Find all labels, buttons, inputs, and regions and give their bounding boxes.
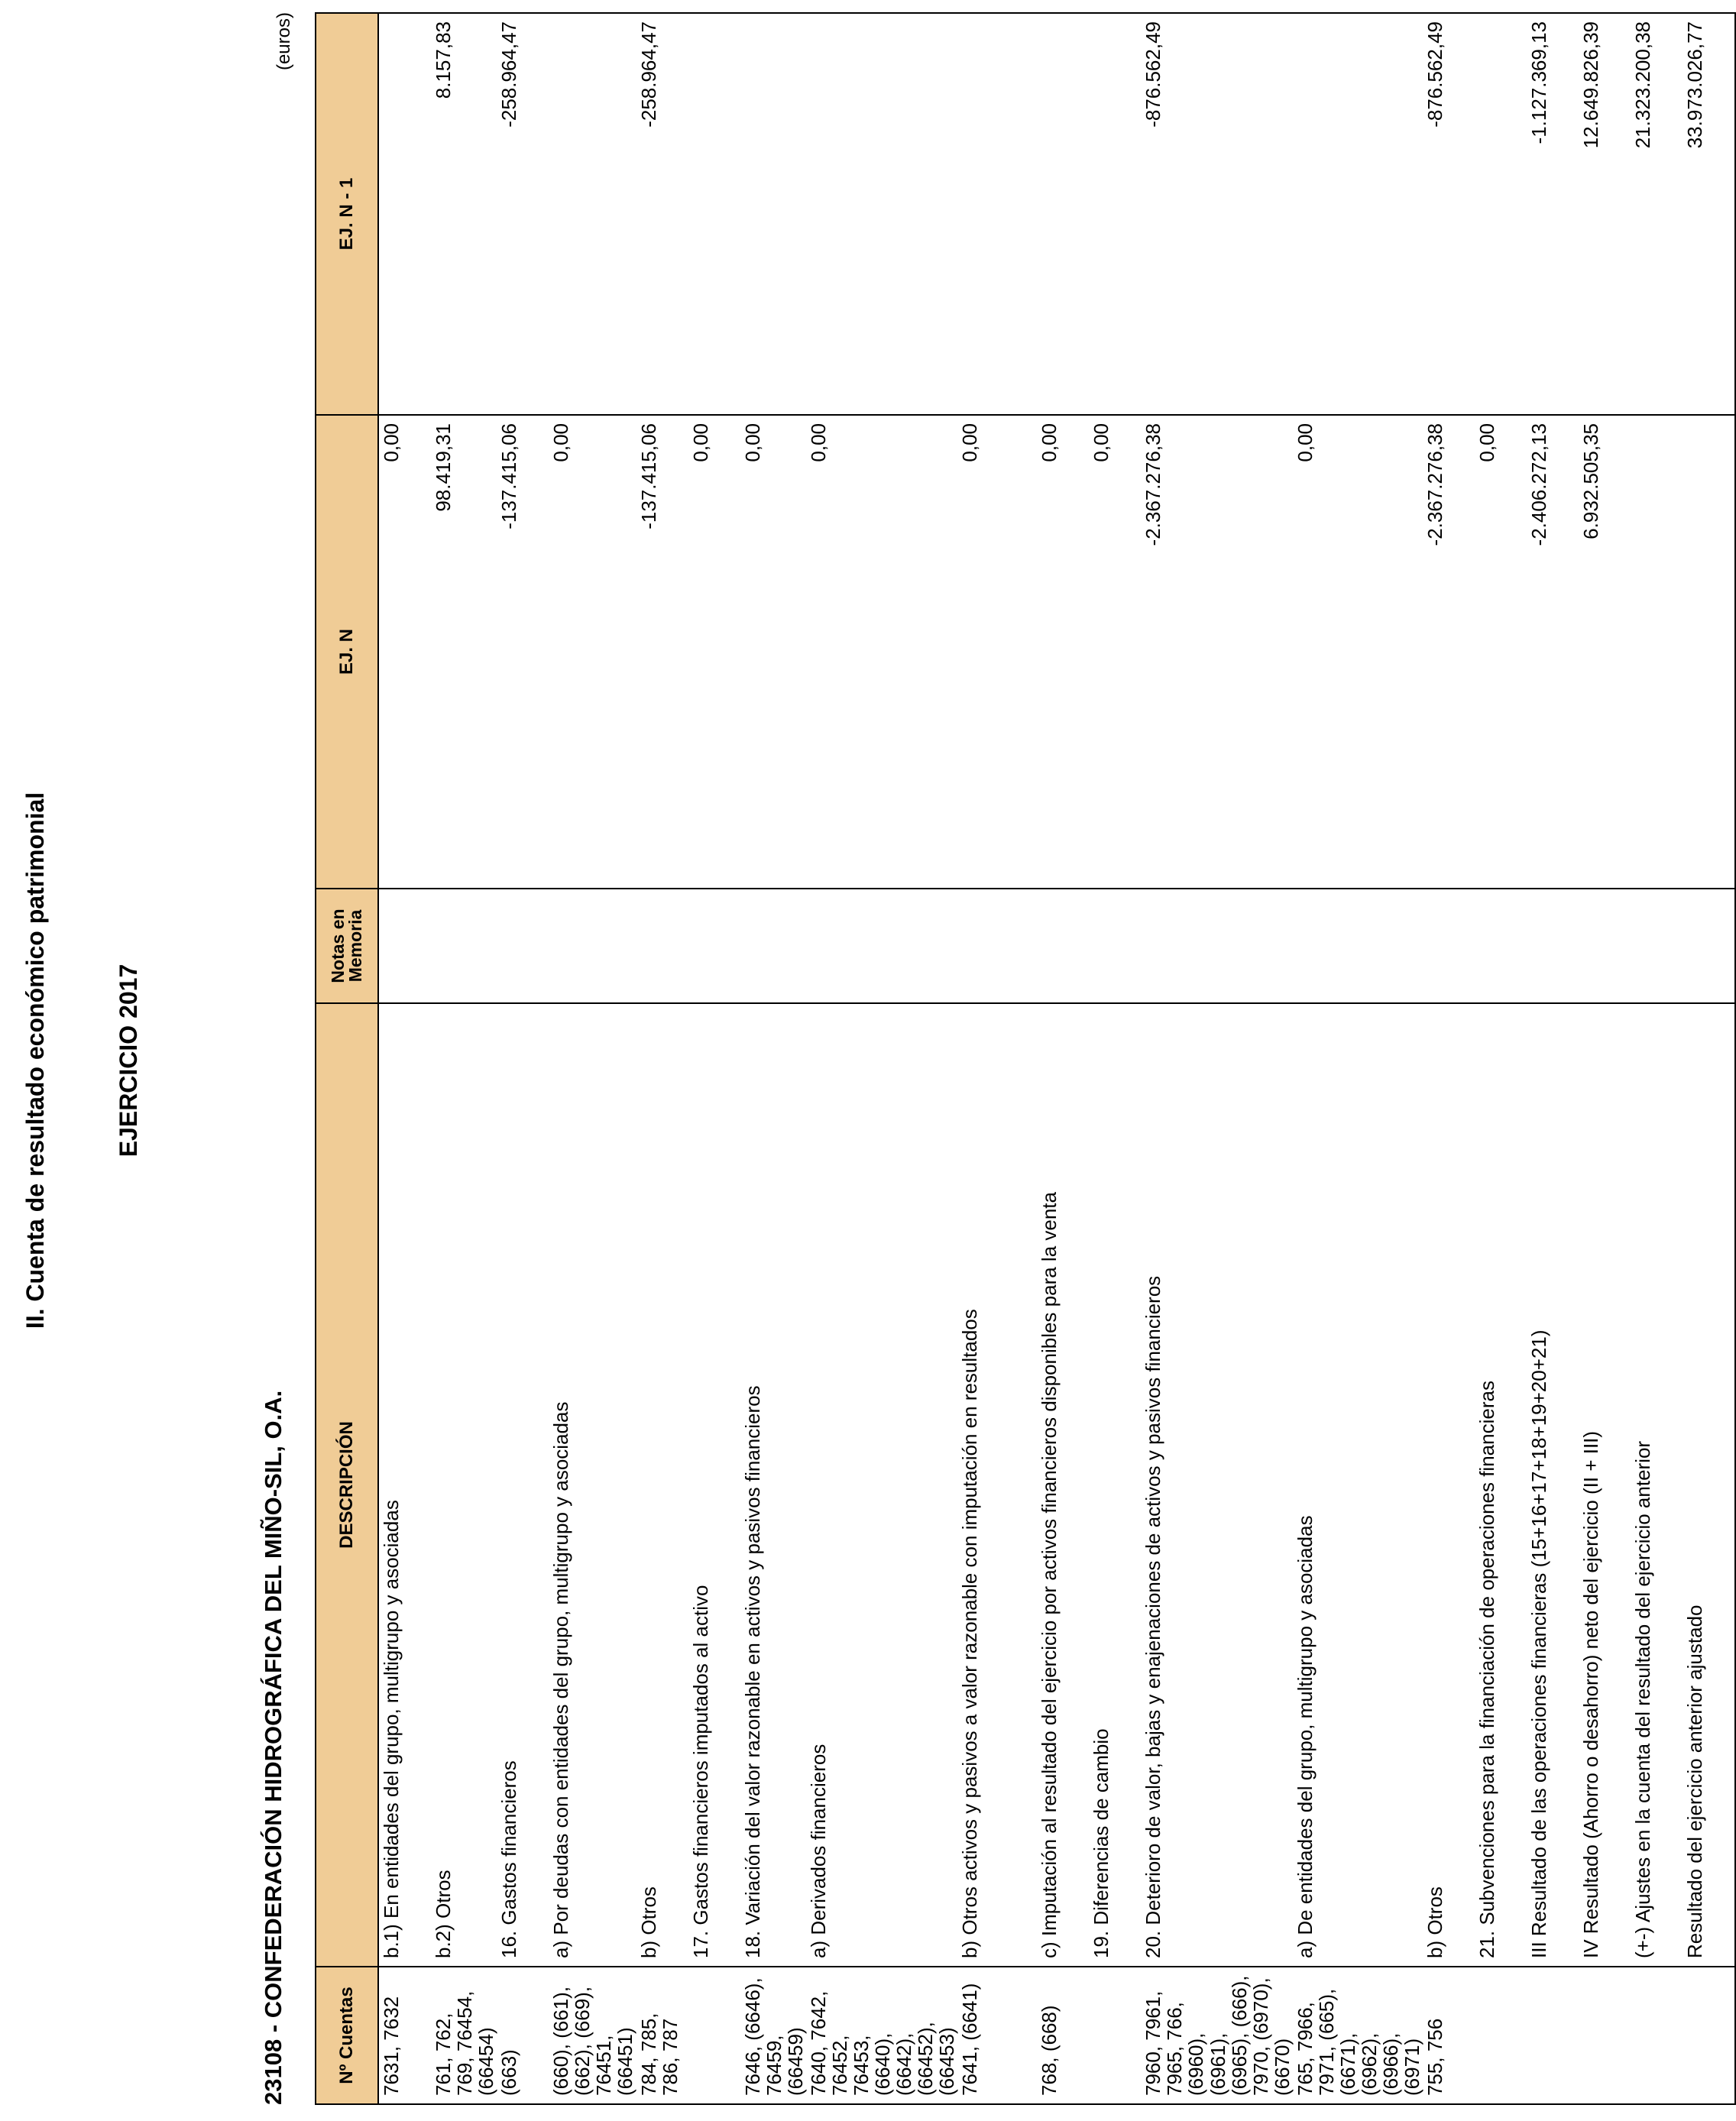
notas-cell [497,889,549,1003]
notas-cell [957,889,1037,1003]
ej-n-cell: -137.415,06 [636,415,688,889]
table-row [1683,13,1735,2104]
ej-n1-cell [378,13,431,415]
cuentas-cell [1089,1967,1141,2104]
ej-n1-cell: 21.323.200,38 [1631,13,1683,415]
ej-n1-cell [549,13,636,415]
ej-n-cell: -2.406.272,13 [1527,415,1579,889]
notas-cell [378,889,431,1003]
descripcion-cell: (+-) Ajustes en la cuenta del resultado del ejercicio anterior [1631,1003,1683,1967]
ej-n-cell [1683,415,1735,889]
table-row [1293,13,1423,2104]
table-row [740,13,806,2104]
cuentas-cell: 7646, (6646), 76459, (66459) [740,1967,806,2104]
table-row [1089,13,1141,2104]
ej-n1-cell [806,13,958,415]
cuentas-cell: 7640, 7642, 76452, 76453, (6640), (6642), (66452), (66453) [806,1967,958,2104]
table-row [957,13,1037,2104]
ej-n1-cell: -876.562,49 [1423,13,1475,415]
ej-n-cell: -137.415,06 [497,415,549,889]
cuentas-cell [688,1967,740,2104]
descripcion-cell: 16. Gastos financieros [497,1003,549,1967]
ej-n1-cell: -258.964,47 [497,13,549,415]
ej-n-cell: -2.367.276,38 [1141,415,1293,889]
ej-n1-cell: -876.562,49 [1141,13,1293,415]
table-row [1475,13,1527,2104]
cuentas-cell: (663) [497,1967,549,2104]
ej-n-cell: 6.932.505,35 [1579,415,1631,889]
descripcion-cell: III Resultado de las operaciones financieras (15+16+17+18+19+20+21) [1527,1003,1579,1967]
table-row [1423,13,1475,2104]
cuentas-cell: (660), (661), (662), (669), 76451, (66451) [549,1967,636,2104]
ej-n1-cell [740,13,806,415]
descripcion-cell: 18. Variación del valor razonable en activos y pasivos financieros [740,1003,806,1967]
ej-n-cell: 0,00 [549,415,636,889]
ej-n-cell: 0,00 [688,415,740,889]
notas-cell [431,889,497,1003]
ej-n-cell: 0,00 [1037,415,1089,889]
ej-n-cell: -2.367.276,38 [1423,415,1475,889]
descripcion-cell: c) Imputación al resultado del ejercicio por activos financieros disponibles para la venta [1037,1003,1089,1967]
table-row [636,13,688,2104]
table-body [378,13,1735,2104]
notas-cell [1141,889,1293,1003]
descripcion-cell: b.2) Otros [431,1003,497,1967]
cuentas-cell: 7631, 7632 [378,1967,431,2104]
entity-title: 23108 - CONFEDERACIÓN HIDROGRÁFICA DEL MIÑO-SIL, O.A. [260,1390,287,2105]
descripcion-cell: a) Derivados financieros [806,1003,958,1967]
table-row [378,13,431,2104]
cuentas-cell: 768, (668) [1037,1967,1089,2104]
cuentas-cell [1579,1967,1631,2104]
ej-n-cell: 0,00 [740,415,806,889]
ej-n-cell: 0,00 [378,415,431,889]
table-row [1037,13,1089,2104]
notas-cell [740,889,806,1003]
cuentas-cell [1527,1967,1579,2104]
table-row [1631,13,1683,2104]
table-row [1527,13,1579,2104]
ej-n-cell: 0,00 [957,415,1037,889]
ej-n1-cell [1293,13,1423,415]
ej-n1-cell [688,13,740,415]
ej-n1-cell [1475,13,1527,415]
cuentas-cell: 761, 762, 769, 76454, (66454) [431,1967,497,2104]
descripcion-cell: b) Otros [636,1003,688,1967]
descripcion-cell: 21. Subvenciones para la financiación de operaciones financieras [1475,1003,1527,1967]
table-row [497,13,549,2104]
cuentas-cell [1683,1967,1735,2104]
results-table [315,12,1736,2105]
column-header-descripcion: DESCRIPCIÓN [316,1003,378,1967]
notas-cell [1293,889,1423,1003]
descripcion-cell: b) Otros activos y pasivos a valor razonable con imputación en resultados [957,1003,1037,1967]
notas-cell [1631,889,1683,1003]
cuentas-cell: 7960, 7961, 7965, 766, (6960), (6961), (6965), (666), 7970, (6970), (6670) [1141,1967,1293,2104]
notas-cell [636,889,688,1003]
descripcion-cell: b.1) En entidades del grupo, multigrupo y asociadas [378,1003,431,1967]
descripcion-cell: b) Otros [1423,1003,1475,1967]
table-header-row [316,13,378,2104]
column-header-ej-n1: EJ. N - 1 [316,13,378,415]
table-row [688,13,740,2104]
notas-cell [806,889,958,1003]
document-title: II. Cuenta de resultado económico patrimonial [21,792,49,1329]
ej-n-cell: 0,00 [806,415,958,889]
descripcion-cell: a) Por deudas con entidades del grupo, multigrupo y asociadas [549,1003,636,1967]
table-row [431,13,497,2104]
ej-n1-cell: -258.964,47 [636,13,688,415]
ej-n1-cell [1037,13,1089,415]
notas-cell [1037,889,1089,1003]
ej-n1-cell: -1.127.369,13 [1527,13,1579,415]
ej-n1-cell [957,13,1037,415]
notas-cell [1527,889,1579,1003]
column-header-cuentas: Nº Cuentas [316,1967,378,2104]
ej-n-cell: 0,00 [1089,415,1141,889]
notas-cell [1683,889,1735,1003]
descripcion-cell: IV Resultado (Ahorro o desahorro) neto del ejercicio (II + III) [1579,1003,1631,1967]
ej-n1-cell: 33.973.026,77 [1683,13,1735,415]
ej-n1-cell: 12.649.826,39 [1579,13,1631,415]
column-header-ej-n: EJ. N [316,415,378,889]
notas-cell [1475,889,1527,1003]
table-row [806,13,958,2104]
notas-cell [688,889,740,1003]
descripcion-cell: 19. Diferencias de cambio [1089,1003,1141,1967]
cuentas-cell [1631,1967,1683,2104]
descripcion-cell: a) De entidades del grupo, multigrupo y asociadas [1293,1003,1423,1967]
ej-n-cell: 98.419,31 [431,415,497,889]
table-row [549,13,636,2104]
ej-n-cell: 0,00 [1475,415,1527,889]
column-header-notas: Notas en Memoria [316,889,378,1003]
table-row [1579,13,1631,2104]
cuentas-cell: 765, 7966, 7971, (665), (6671), (6962), (6966), (6971) [1293,1967,1423,2104]
cuentas-cell: 7641, (6641) [957,1967,1037,2104]
exercise-title: EJERCICIO 2017 [115,963,142,1158]
cuentas-cell: 784, 785, 786, 787 [636,1967,688,2104]
descripcion-cell: 20. Deterioro de valor, bajas y enajenaciones de activos y pasivos financieros [1141,1003,1293,1967]
notas-cell [1579,889,1631,1003]
notas-cell [1089,889,1141,1003]
ej-n-cell [1631,415,1683,889]
descripcion-cell: 17. Gastos financieros imputados al activo [688,1003,740,1967]
units-label: (euros) [274,12,294,71]
cuentas-cell: 755, 756 [1423,1967,1475,2104]
ej-n-cell: 0,00 [1293,415,1423,889]
ej-n1-cell [1089,13,1141,415]
table-row [1141,13,1293,2104]
cuentas-cell [1475,1967,1527,2104]
ej-n1-cell: 8.157,83 [431,13,497,415]
notas-cell [1423,889,1475,1003]
notas-cell [549,889,636,1003]
descripcion-cell: Resultado del ejercicio anterior ajustado [1683,1003,1735,1967]
